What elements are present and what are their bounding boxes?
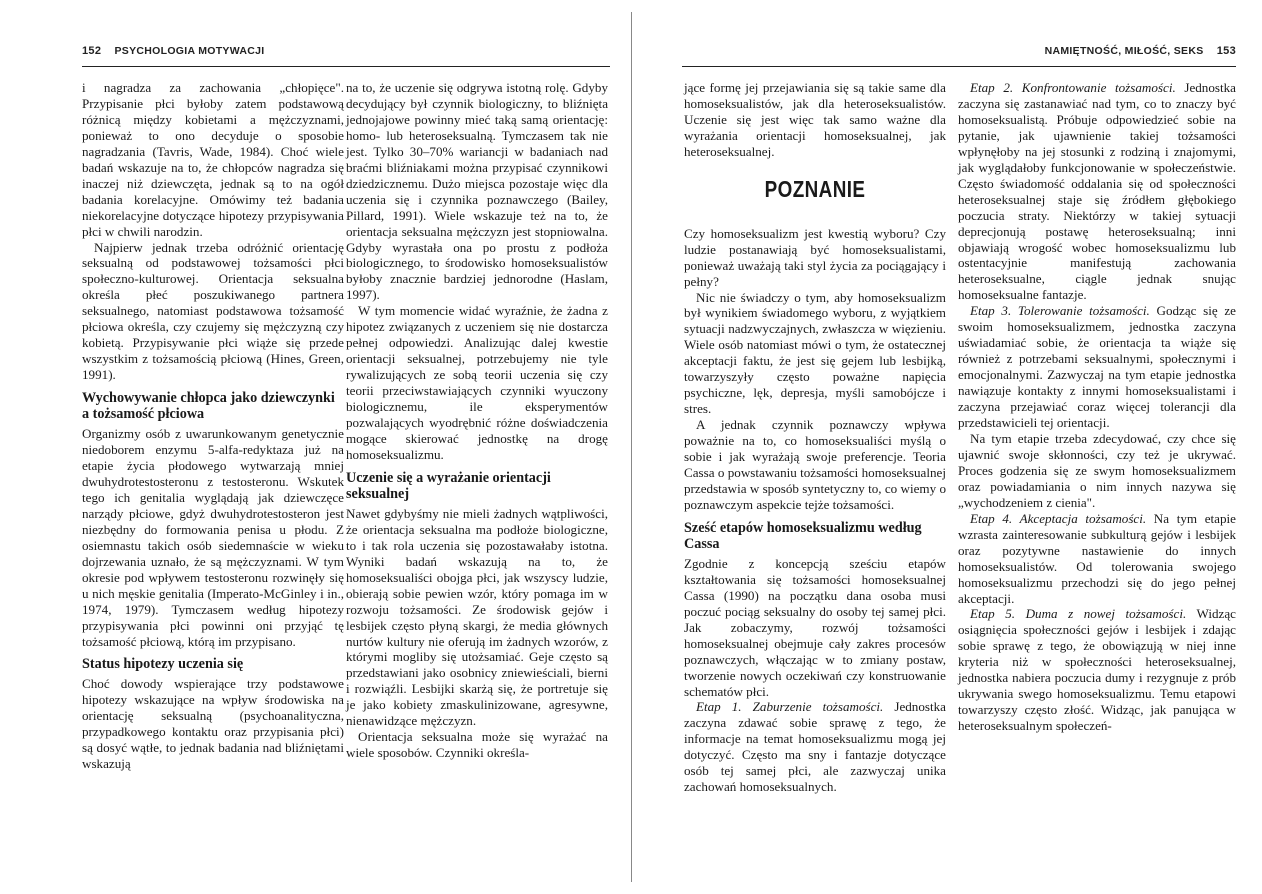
paragraph: i nagradza za zachowania „chłopięce". Przypisanie płci byłoby zatem podstawową różnicą między kobietami a mężczyznami, ponieważ to ono decyduje o sposobie nagradzania (Tavris, Wade, 1984). Choć wiele badań wskazuje na to, że chłopców nagradza się inaczej niż dziewczęta, jednak są to na ogół badania korelacyjne. Omówimy też badania niekorelacyjne dotyczące hipotezy przypisywania płci w chwili narodzin.: [82, 80, 344, 239]
paragraph: Nawet gdybyśmy nie mieli żadnych wątpliwości, że orientacja seksualna ma podłoże biologiczne, to i tak rola uczenia się pozostawałaby istotna. Wyniki badań wskazują na to, że homoseksualiści obojga płci, jak wszyscy ludzie, obierają sobie pewien wzór, który pomaga im w rozwoju tożsamości. Ze środowisk gejów i lesbijek często płyną skargi, że media głównych nurtów kultury nie oferują im żadnych wzorów, z którymi mogliby się utożsamiać. Geje często są przedstawiani jako osobnicy zniewieściali, bierni i rozwiąźli. Lesbijki skarżą się, że portretuje się je jako kobiety zmaskulinizowane, agresywne, nienawidzące mężczyzn.: [346, 505, 608, 729]
paragraph: Zgodnie z koncepcją sześciu etapów kształtowania się tożsamości homoseksualnej Cassa (1990) na początku dana osoba musi poczuć pociąg seksualny do osoby tej samej płci. Jak zobaczymy, rozwój tożsamości homoseksualnej obejmuje cały zakres procesów poznawczych, włączając w to zmiany postaw, tworzenie nowych oczekiwań czy konstruowanie schematów płci.: [684, 555, 946, 699]
section-heading: Wychowywanie chłopca jako dziewczynki a tożsamość płciowa: [82, 390, 335, 423]
paragraph: W tym momencie widać wyraźnie, że żadna z hipotez związanych z uczeniem się nie dostarcza pełnej odpowiedzi. Analizując dalej kwestie orientacji seksualnej, potrzebujemy nie tyle rywalizujących ze sobą teorii uczenia się czy teorii przeciwstawiających czynniki wyuczony biologicznemu, ile eksperymentów pozwalających wyodrębnić różne doświadczenia mogące skierować jednostkę na drogę homoseksualizmu.: [346, 303, 608, 462]
left-running-header: [82, 45, 265, 61]
right-header-title: NAMIĘTNOŚĆ, MIŁOŚĆ, SEKS: [1044, 45, 1204, 57]
right-header-rule: [682, 66, 1236, 67]
paragraph: na to, że uczenie się odgrywa istotną rolę. Gdyby decydujący był czynnik biologiczny, to bliźnięta jednojajowe powinny mieć taką samą orientację: homo- lub heteroseksualną. Tymczasem tak nie jest. Tylko 30–70% wariancji w badaniach nad braćmi bliźniakami można przypisać czynnikowi dziedzicznemu. Dużo miejsca pozostaje więc dla uczenia się i czynnika poznawczego (Bailey, Pillard, 1991). Wiele wskazuje też na to, że orientacja seksualna mężczyzn jest stopniowalna. Gdyby wyrastała ona po prostu z podłoża biologicznego, to środowisko homoseksualistów byłoby znacznie bardziej jednorodne (Haslam, 1997).: [346, 80, 608, 303]
left-page-number: 152: [82, 45, 102, 57]
left-column-2: [346, 80, 608, 761]
chapter-section-title: POZNANIE: [764, 175, 866, 202]
stage-paragraph: Etap 1. Zaburzenie tożsamości. Jednostka zaczyna zdawać sobie sprawę z tego, że informacje na temat homoseksualizmu mogą jej dotyczyć. Często ma sny i fantazje dotyczące osób tej samej płci, ale zazwyczaj unika zachowań homoseksualnych.: [684, 699, 946, 795]
paragraph: Najpierw jednak trzeba odróżnić orientację seksualną od podstawowej tożsamości płci społeczno-kulturowej. Orientacja seksualna określa płeć poszukiwanego partnera seksualnego, natomiast podstawowa tożsamość płciowa określa, czy czujemy się mężczyzną czy kobietą. Przypisywanie płci wiąże się przede wszystkim z tożsamością płciową (Hines, Green, 1991).: [82, 239, 344, 383]
paragraph: Orientacja seksualna może się wyrażać na wiele sposobów. Czynniki określa-: [346, 729, 608, 761]
right-page: [640, 0, 1262, 894]
paragraph: Na tym etapie trzeba zdecydować, czy chce się ujawnić swoje skłonności, czy też je ukrywać. Proces godzenia się ze swym homoseksualizmem oraz powiadamiania o nim innych nazywa się „wychodzeniem z cienia".: [958, 430, 1236, 510]
paragraph: jące formę jej przejawiania się są takie same dla homoseksualistów, jak dla heteroseksualistów. Uczenie się jest więc tak samo ważne dla wyrażania orientacji homoseksualnej, jak heteroseksualnej.: [684, 80, 946, 159]
paragraph: Czy homoseksualizm jest kwestią wyboru? Czy ludzie postanawiają być homoseksualistami, ponieważ uważają taki styl życia za pociągający i pełny?: [684, 225, 946, 289]
stage-paragraph: Etap 5. Duma z nowej tożsamości. Widząc osiągnięcia społeczności gejów i lesbijek i zdając sobie sprawę z tego, że obowiązują w niej inne kryteria niż w społeczności heteroseksualnej, jednostka nabiera poczucia dumy i rezygnuje z prób ukrywania swego homoseksualizmu. Temu etapowi towarzyszy często złość. Widząc, jak panująca w heteroseksualnym społeczeń-: [958, 606, 1236, 734]
right-running-header: [1045, 45, 1236, 61]
left-column-1: [82, 80, 344, 772]
stage-label: Etap 2. Konfrontowanie tożsamości.: [970, 80, 1176, 95]
stage-label: Etap 1. Zaburzenie tożsamości.: [696, 699, 884, 715]
paragraph: Nic nie świadczy o tym, aby homoseksualizm był wynikiem świadomego wyboru, z wyjątkiem sytuacji nadzwyczajnych, zwłaszcza w więzieniu. Wiele osób natomiast mówi o tym, że ostatecznej akceptacji faktu, że jest się gejem lub lesbijką, towarzyszyły często poważne napięcia psychiczne, lęk, depresja, myśli samobójcze i stres.: [684, 289, 946, 417]
right-page-number: 153: [1216, 45, 1236, 57]
stage-paragraph: Etap 4. Akceptacja tożsamości. Na tym etapie wzrasta zainteresowanie subkulturą gejów i lesbijek oraz pozytywne nastawienie do innych homoseksualistów. Od tolerowania swojego homoseksualizmu przechodzi się do jego pełnej akceptacji.: [958, 510, 1236, 606]
book-gutter: [631, 12, 632, 882]
stage-paragraph: Etap 3. Tolerowanie tożsamości. Godząc się ze swoim homoseksualizmem, jednostka zaczyna uświadamiać sobie, że orientacja ta wiąże się również z potrzebami seksualnymi, społecznymi i emocjonalnymi. Zazwyczaj na tym etapie jednostka nawiązuje kontakty z innymi homoseksualistami i zaczyna przejawiać coraz więcej tolerancji dla przedstawicieli tej orientacji.: [958, 303, 1236, 431]
paragraph: Choć dowody wspierające trzy podstawowe hipotezy wskazujące na wpływ środowiska na orientację seksualną (psychoanalityczna, przypadkowego kontaktu oraz przypisania płci) są dosyć wątłe, to jednak badania nad bliźniętami wskazują: [82, 676, 344, 772]
paragraph: A jednak czynnik poznawczy wpływa poważnie na to, co homoseksualiści myślą o sobie i jak wyrażają swoje preferencje. Teoria Cassa o powstawaniu tożsamości homoseksualnej przedstawia w sposób syntetyczny to, co wiemy o poznawczym aspekcie tejże tożsamości.: [684, 417, 946, 512]
section-heading: Uczenie się a wyrażanie orientacji seksualnej: [346, 469, 551, 502]
right-column-2: [958, 80, 1236, 734]
left-page: [0, 0, 620, 894]
stage-label: Etap 4. Akceptacja tożsamości.: [970, 510, 1147, 526]
stage-label: Etap 5. Duma z nowej tożsamości.: [970, 606, 1187, 622]
section-heading: Status hipotezy uczenia się: [82, 656, 244, 673]
left-header-rule: [82, 66, 610, 67]
right-column-1: [684, 80, 946, 795]
stage-paragraph: Etap 2. Konfrontowanie tożsamości. Jednostka zaczyna się zastanawiać nad tym, co to znaczy być homoseksualistą. Próbuje odpowiedzieć sobie na pytanie, jak ujawnienie takiej tożsamości wpłynęłoby na jej stosunki z rodziną i znajomymi, jak wyglądałoby funkcjonowanie w społeczeństwie. Często świadomość oddalania się od społeczności heteroseksualnej staje się źródłem głębokiego poczucia straty. Niektórzy w takiej sytuacji deprecjonują postawę heteroseksualną; inni objawiają wrogość wobec homoseksualizmu lub ostentacyjnie manifestują zachowania heteroseksualne, ciągle jednak snując homoseksualne fantazje.: [958, 80, 1236, 303]
section-heading: Sześć etapów homoseksualizmu według Cassa: [684, 519, 922, 552]
paragraph: Organizmy osób z uwarunkowanym genetycznie niedoborem enzymu 5-alfa-redyktaza już na etapie życia płodowego wytwarzają mniej dwuhydrotestosteronu z testosteronu. Wskutek tego ich genitalia wyglądają jak dziewczęce narządy płciowe, gdyż dwuhydrotestosteron jest niezbędny do formowania penisa u płodu. Z osiemnastu takich osób siedemnaście w wieku dojrzewania uznało, że są mężczyznami. W tym okresie pod wpływem testosteronu rozwinęły się u nich męskie genitalia (Imperato-McGinley i in., 1974, 1979). Tymczasem według hipotezy przypisywania płci powinni oni przyjąć tę tożsamość płciową, którą im przypisano.: [82, 426, 344, 649]
stage-label: Etap 3. Tolerowanie tożsamości.: [970, 303, 1150, 319]
left-header-title: PSYCHOLOGIA MOTYWACJI: [114, 45, 265, 57]
